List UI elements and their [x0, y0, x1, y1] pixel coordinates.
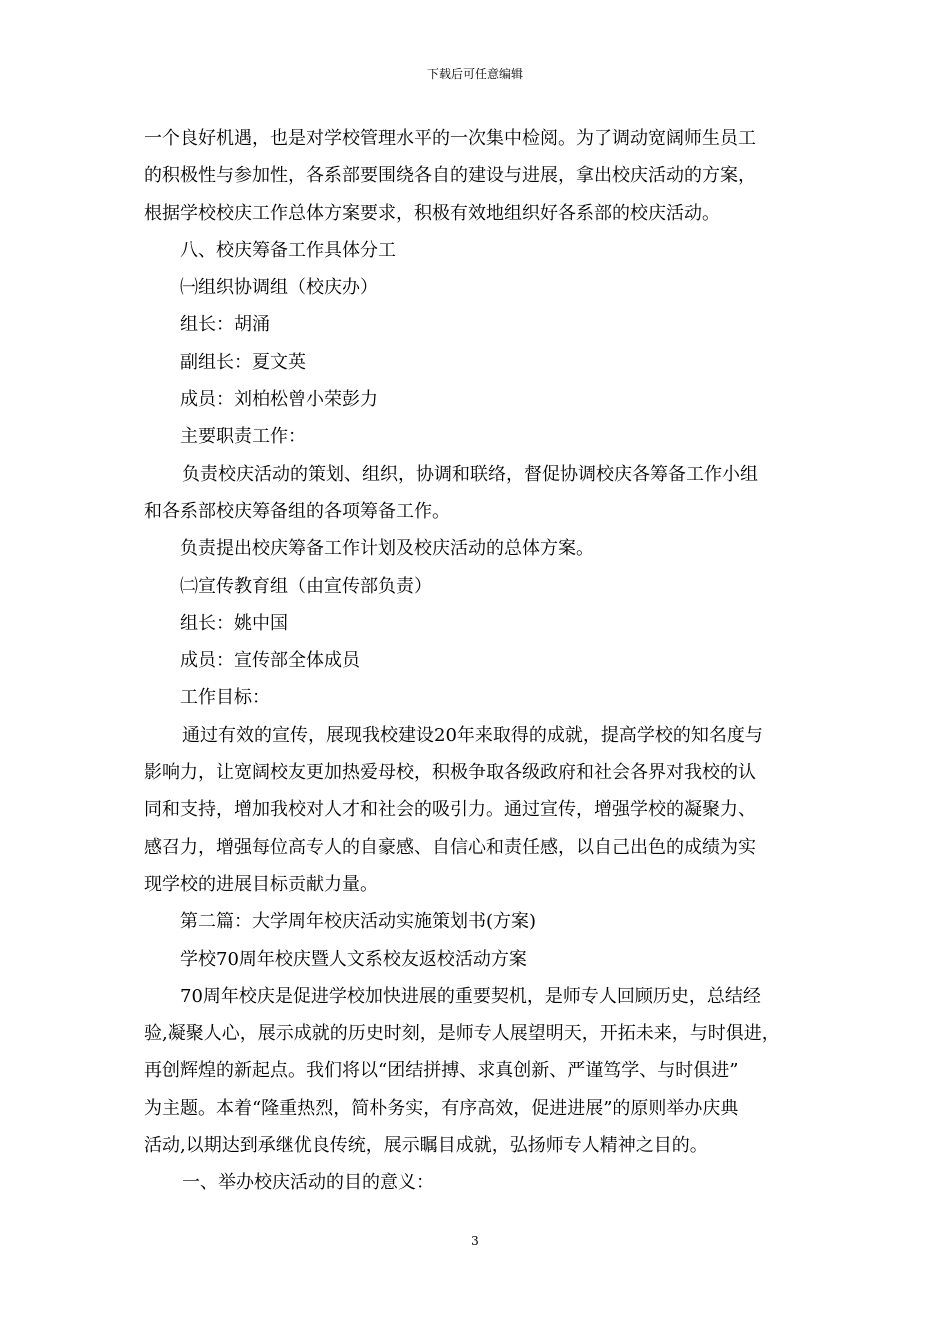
- text-line: 的积极性与参加性，各系部要围绕各自的建设与进展，拿出校庆活动的方案，: [144, 165, 756, 187]
- text-line: 再创辉煌的新起点。我们将以“团结拼搏、求真创新、严谨笃学、与时俱进”: [144, 1060, 739, 1082]
- text-line: 根据学校校庆工作总体方案要求，积极有效地组织好各系部的校庆活动。: [144, 202, 720, 224]
- document-body: [144, 120, 808, 1202]
- text-line: ㈠组织协调组（校庆办）: [180, 277, 378, 299]
- text-line: 活动,以期达到承继优良传统，展示瞩目成就，弘扬师专人精神之目的。: [144, 1135, 708, 1157]
- text-line: 通过有效的宣传，展现我校建设20年来取得的成就，提高学校的知名度与: [182, 724, 763, 746]
- text-line: 工作目标：: [180, 687, 270, 709]
- text-line: 组长：姚中国: [180, 612, 288, 634]
- text-line: 感召力，增强每位高专人的自豪感、自信心和责任感，以自己出色的成绩为实: [144, 836, 756, 858]
- text-line: 一、举办校庆活动的目的意义：: [182, 1172, 434, 1194]
- text-line: 为主题。本着“隆重热烈，简朴务实，有序高效，促进进展”的原则举办庆典: [144, 1097, 739, 1119]
- text-line: 第二篇：大学周年校庆活动实施策划书(方案): [180, 911, 537, 933]
- text-line: 组长：胡涌: [180, 314, 270, 336]
- text-line: 现学校的进展目标贡献力量。: [144, 873, 378, 895]
- text-line: 成员：宣传部全体成员: [180, 650, 360, 672]
- text-line: 一个良好机遇，也是对学校管理水平的一次集中检阅。为了调动宽阔师生员工: [144, 128, 756, 149]
- text-line: 同和支持，增加我校对人才和社会的吸引力。通过宣传，增强学校的凝聚力、: [144, 799, 756, 821]
- text-line: 验,凝聚人心，展示成就的历史时刻，是师专人展望明天，开拓未来，与时俱进，: [144, 1023, 780, 1045]
- text-line: 八、校庆筹备工作具体分工: [180, 239, 396, 261]
- text-line: ㈡宣传教育组（由宣传部负责）: [180, 575, 432, 597]
- text-line: 负责提出校庆筹备工作计划及校庆活动的总体方案。: [180, 538, 594, 560]
- text-line: 主要职责工作：: [180, 426, 306, 448]
- text-line: 和各系部校庆筹备组的各项筹备工作。: [144, 500, 450, 522]
- text-line: 70周年校庆是促进学校加快进展的重要契机，是师专人回顾历史，总结经: [180, 985, 761, 1007]
- text-line: 影响力，让宽阔校友更加热爱母校，积极争取各级政府和社会各界对我校的认: [144, 762, 756, 784]
- text-line: 学校70周年校庆暨人文系校友返校活动方案: [180, 948, 527, 970]
- text-line: 成员：刘柏松曾小荣彭力: [180, 389, 378, 411]
- text-line: 负责校庆活动的策划、组织，协调和联络，督促协调校庆各筹备工作小组: [182, 463, 758, 485]
- text-line: 副组长：夏文英: [180, 351, 306, 373]
- page-number: 3: [471, 1234, 479, 1248]
- page-header: 下载后可任意编辑: [426, 67, 523, 81]
